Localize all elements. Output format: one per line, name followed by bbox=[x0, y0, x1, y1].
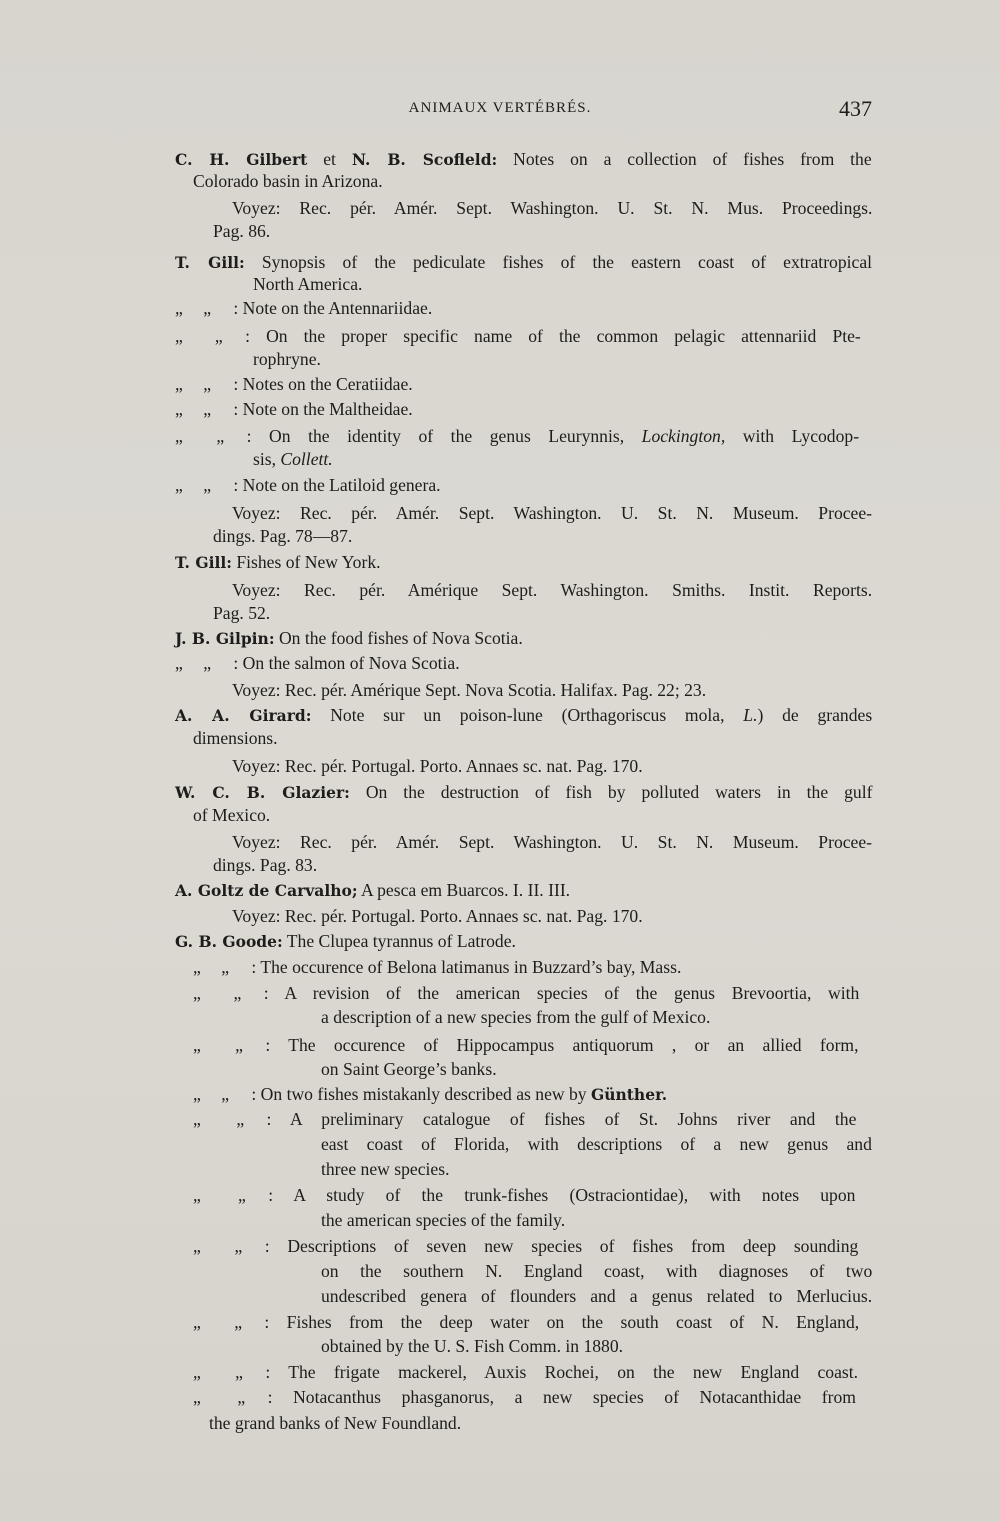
entry-text: : On the salmon of Nova Scotia. bbox=[229, 653, 460, 673]
entry-line bbox=[232, 197, 872, 219]
entry-line bbox=[253, 348, 321, 370]
entry-line bbox=[175, 704, 872, 727]
entry-line bbox=[253, 448, 333, 470]
ditto-marks: „ „ bbox=[193, 983, 250, 1003]
ditto-marks: „ „ bbox=[175, 326, 231, 346]
entry-line bbox=[213, 525, 352, 547]
entry-text: on the southern N. England coast, with diagnoses of two bbox=[321, 1261, 873, 1281]
entry-line bbox=[193, 1184, 855, 1206]
entry-text: : The occurence of Hippocampus antiquorum , or an allied form, bbox=[247, 1035, 859, 1055]
ditto-marks: „ „ bbox=[175, 374, 220, 394]
ditto-marks: „ „ bbox=[193, 1185, 254, 1205]
entry-text: dings. Pag. 78—87. bbox=[213, 526, 353, 546]
ditto-marks: „ „ bbox=[193, 1362, 251, 1382]
entry-line bbox=[232, 755, 643, 777]
entry-text: dimensions. bbox=[193, 728, 278, 748]
entry-text: Voyez: Rec. pér. Portugal. Porto. Annaes sc. nat. Pag. 170. bbox=[232, 756, 643, 776]
entry-text: the american species of the family. bbox=[321, 1210, 566, 1230]
entry-text: A pesca em Buarcos. I. II. III. bbox=[357, 880, 571, 900]
entry-text: : Fishes from the deep water on the south coast of N. England, bbox=[247, 1312, 860, 1332]
entry-text: Voyez: Rec. pér. Amérique Sept. Nova Scotia. Halifax. Pag. 22; 23. bbox=[232, 680, 707, 700]
entry-line bbox=[321, 1209, 565, 1231]
entry-line bbox=[175, 879, 570, 902]
ditto-marks: „ „ bbox=[193, 957, 238, 977]
entry-text: : On two fishes mistakanly described as new by bbox=[247, 1084, 591, 1104]
entry-line bbox=[193, 1386, 856, 1408]
author-name: C. H. Gilbert bbox=[175, 150, 308, 169]
entry-line bbox=[193, 804, 270, 826]
entry-text: et bbox=[307, 149, 352, 169]
entry-line bbox=[209, 1412, 461, 1434]
ditto-marks: „ „ bbox=[193, 1312, 251, 1332]
entry-line bbox=[175, 251, 872, 274]
entry-text: : Note on the Latiloid genera. bbox=[229, 475, 441, 495]
entry-line bbox=[175, 373, 413, 395]
ditto-marks: „ „ bbox=[175, 426, 233, 446]
entry-text: sis, bbox=[253, 449, 281, 469]
entry-line bbox=[193, 727, 278, 749]
entry-line bbox=[213, 854, 317, 876]
entry-text: Voyez: Rec. pér. Portugal. Porto. Annaes sc. nat. Pag. 170. bbox=[232, 906, 643, 926]
entry-text: On the destruction of fish by polluted waters in the gulf bbox=[349, 782, 873, 802]
entry-line bbox=[175, 627, 523, 650]
entry-line bbox=[213, 220, 270, 242]
entry-line bbox=[193, 956, 681, 978]
entry-line bbox=[253, 273, 362, 295]
entry-text: the grand banks of New Foundland. bbox=[209, 1413, 462, 1433]
entry-line bbox=[193, 1034, 859, 1056]
italic-authority: Collett. bbox=[280, 449, 333, 469]
ditto-marks: „ „ bbox=[193, 1035, 251, 1055]
entry-text: : Notes on the Ceratiidae. bbox=[229, 374, 413, 394]
italic-authority: Lockington, bbox=[641, 426, 726, 446]
ditto-marks: „ „ bbox=[193, 1236, 251, 1256]
page-number: 437 bbox=[839, 96, 872, 121]
ditto-marks: „ „ bbox=[193, 1387, 254, 1407]
author-name: T. Gill: bbox=[175, 553, 232, 572]
entry-text: Colorado basin in Arizona. bbox=[193, 171, 383, 191]
author-name: J. B. Gilpin: bbox=[175, 629, 275, 648]
entry-line bbox=[175, 398, 413, 420]
entry-text: undescribed genera of flounders and a genus related to Merlucius. bbox=[321, 1286, 873, 1306]
entry-text: on Saint George’s banks. bbox=[321, 1059, 497, 1079]
entry-text: Note sur un poison-lune (Orthagoriscus mola, bbox=[311, 705, 744, 725]
entry-line bbox=[232, 579, 872, 601]
entry-line bbox=[175, 474, 441, 496]
ditto-marks: „ „ bbox=[193, 1109, 253, 1129]
entry-line bbox=[321, 1260, 872, 1282]
entry-text: Voyez: Rec. pér. Amér. Sept. Washington. U. St. N. Museum. Procee- bbox=[232, 832, 873, 852]
entry-text: with Lycodop- bbox=[725, 426, 860, 446]
entry-text: : Note on the Maltheidae. bbox=[229, 399, 413, 419]
author-name: Günther. bbox=[591, 1085, 668, 1104]
entry-line bbox=[175, 652, 460, 674]
entry-text: Notes on a collection of fishes from the bbox=[497, 149, 872, 169]
italic-authority: L. bbox=[743, 705, 758, 725]
entry-text: : A revision of the american species of the genus Brevoortia, with bbox=[247, 983, 860, 1003]
entry-text: Pag. 86. bbox=[213, 221, 271, 241]
entry-line bbox=[232, 502, 872, 524]
entry-line bbox=[321, 1006, 710, 1028]
entry-line bbox=[232, 679, 706, 701]
entry-text: Voyez: Rec. pér. Amér. Sept. Washington. U. St. N. Museum. Procee- bbox=[232, 503, 873, 523]
entry-text: Voyez: Rec. pér. Amér. Sept. Washington. U. St. N. Mus. Proceedings. bbox=[232, 198, 873, 218]
entry-text: : Descriptions of seven new species of fishes from deep sounding bbox=[247, 1236, 859, 1256]
entry-text: of Mexico. bbox=[193, 805, 271, 825]
ditto-marks: „ „ bbox=[175, 399, 220, 419]
entry-text: dings. Pag. 83. bbox=[213, 855, 318, 875]
entry-line bbox=[175, 930, 516, 953]
entry-text: : On the identity of the genus Leurynnis, bbox=[229, 426, 642, 446]
entry-text: : Note on the Antennariidae. bbox=[229, 298, 433, 318]
entry-text: On the food fishes of Nova Scotia. bbox=[274, 628, 523, 648]
entry-line bbox=[321, 1335, 623, 1357]
entry-text: ) de grandes bbox=[757, 705, 873, 725]
entry-text: Pag. 52. bbox=[213, 603, 271, 623]
entry-text: The Clupea tyrannus of Latrode. bbox=[282, 931, 516, 951]
entry-text: Synopsis of the pediculate fishes of the eastern coast of extratropical bbox=[244, 252, 873, 272]
entry-line bbox=[175, 325, 861, 347]
author-name: A. Goltz de Carvalho; bbox=[175, 881, 358, 900]
ditto-marks: „ „ bbox=[175, 298, 220, 318]
running-title: ANIMAUX VERTÉBRÉS. bbox=[408, 100, 592, 116]
entry-line bbox=[175, 297, 432, 319]
author-name: G. B. Goode: bbox=[175, 932, 283, 951]
entry-line bbox=[193, 982, 859, 1004]
entry-line bbox=[321, 1158, 449, 1180]
entry-text: Fishes of New York. bbox=[231, 552, 381, 572]
entry-line bbox=[175, 551, 381, 574]
entry-text: : The occurence of Belona latimanus in Buzzard’s bay, Mass. bbox=[247, 957, 682, 977]
author-name: W. C. B. Glazier: bbox=[175, 783, 350, 802]
entry-text: a description of a new species from the gulf of Mexico. bbox=[321, 1007, 711, 1027]
entry-line bbox=[175, 781, 872, 804]
author-name: A. A. Girard: bbox=[175, 706, 312, 725]
entry-text: rophryne. bbox=[253, 349, 321, 369]
entry-line bbox=[193, 1108, 856, 1130]
entry-line bbox=[175, 425, 859, 447]
entry-line bbox=[213, 602, 270, 624]
entry-text: : The frigate mackerel, Auxis Rochei, on the new England coast. bbox=[247, 1362, 859, 1382]
entry-text: : Notacanthus phasganorus, a new species of Notacanthidae from bbox=[247, 1387, 856, 1407]
entry-line bbox=[175, 148, 872, 171]
ditto-marks: „ „ bbox=[175, 653, 220, 673]
entry-line bbox=[193, 1083, 667, 1106]
ditto-marks: „ „ bbox=[175, 475, 220, 495]
entry-line bbox=[193, 1361, 858, 1383]
entry-line bbox=[193, 1311, 859, 1333]
entry-text: North America. bbox=[253, 274, 363, 294]
entry-line bbox=[321, 1133, 872, 1155]
entry-line bbox=[193, 1235, 858, 1257]
entry-line bbox=[232, 831, 872, 853]
entry-line bbox=[321, 1058, 497, 1080]
entry-text: three new species. bbox=[321, 1159, 450, 1179]
entry-text: : A preliminary catalogue of fishes of St. Johns river and the bbox=[247, 1109, 857, 1129]
entry-text: obtained by the U. S. Fish Comm. in 1880. bbox=[321, 1336, 624, 1356]
author-name: T. Gill: bbox=[175, 253, 245, 272]
entry-line bbox=[321, 1285, 872, 1307]
ditto-marks: „ „ bbox=[193, 1084, 238, 1104]
entry-line bbox=[232, 905, 643, 927]
entry-text: east coast of Florida, with descriptions of a new genus and bbox=[321, 1134, 872, 1154]
author-name: N. B. Scofleld: bbox=[351, 150, 498, 169]
entry-text: : On the proper specific name of the common pelagic attennariid Pte- bbox=[229, 326, 861, 346]
entry-line bbox=[193, 170, 383, 192]
entry-text: Voyez: Rec. pér. Amérique Sept. Washington. Smiths. Instit. Reports. bbox=[232, 580, 873, 600]
entry-text: : A study of the trunk-fishes (Ostraciontidae), with notes upon bbox=[247, 1185, 856, 1205]
